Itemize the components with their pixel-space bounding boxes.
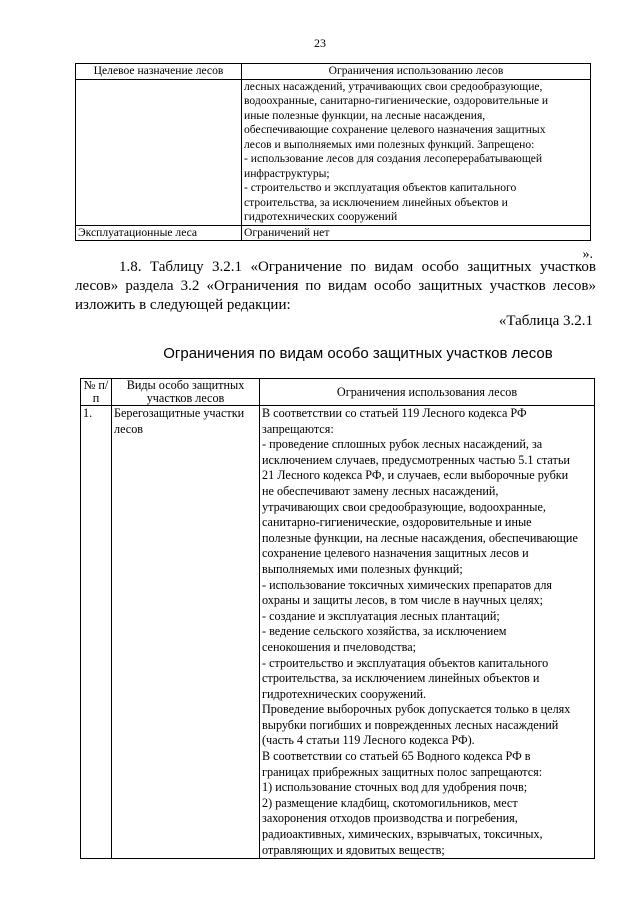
restriction-line: В соответствии со статьей 65 Водного кодекса РФ в: [262, 749, 531, 764]
table-caption: Ограничения по видам особо защитных участков лесов: [163, 345, 553, 362]
amendment-paragraph: 1.8. Таблицу 3.2.1 «Ограничение по видам особо защитных участков лесов» раздела 3.2 «Ограничения по видам особо защитных участков лесов» изложить в следующей редакции:: [75, 259, 596, 313]
header-restrictions: Ограничения использованию лесов: [242, 64, 591, 80]
table-row: [76, 79, 591, 225]
table-header-row: [76, 64, 591, 80]
restriction-cell: Ограничений нет: [242, 225, 591, 241]
forest-purpose-table: [75, 63, 591, 241]
restriction-line: строительства, за исключением линейных объектов и: [244, 195, 508, 209]
restriction-line: санитарно-гигиенические, оздоровительные и иные: [262, 515, 532, 530]
restriction-line: не обеспечивают замену лесных насаждений,: [262, 483, 499, 498]
restriction-line: инфраструктуры;: [244, 166, 330, 180]
restriction-line: гидротехнических сооружений: [244, 210, 398, 223]
restriction-line: гидротехнических сооружений.: [262, 686, 427, 701]
restriction-line: - строительство и эксплуатация объектов капитального: [262, 655, 549, 670]
header-kind: Виды особо защитных участков лесов: [112, 379, 260, 406]
restriction-line: утрачивающих свои средообразующие, водоохранные,: [262, 499, 546, 514]
restriction-line: полезные функции, на лесные насаждения, обеспечивающие: [262, 530, 578, 545]
restriction-line: лесных насаждений, утрачивающих свои средообразующие,: [244, 79, 543, 93]
row-restrictions: [260, 406, 595, 859]
restriction-cell: [242, 79, 591, 225]
restriction-line: лесов и выполняемых ими полезных функций. Запрещено:: [244, 137, 535, 151]
row-number: 1.: [81, 406, 112, 859]
restriction-line: 1) использование сточных вод для удобрения почв;: [262, 780, 528, 795]
restriction-line: обеспечивающие сохранение целевого назначения защитных: [244, 123, 546, 136]
restriction-line: строительства, за исключением линейных объектов и: [262, 671, 540, 686]
table-reference: «Таблица 3.2.1: [498, 313, 593, 329]
restriction-line: радиоактивных, химических, взрывчатых, токсичных,: [262, 827, 543, 842]
restriction-line: границах прибрежных защитных полос запрещаются:: [262, 764, 543, 779]
restriction-line: - ведение сельского хозяйства, за исключением: [262, 624, 507, 639]
restriction-line: - создание и эксплуатация лесных плантаций;: [262, 608, 500, 623]
restriction-line: выполняемых ими полезных функций;: [262, 561, 463, 576]
purpose-cell: [76, 79, 242, 225]
protective-areas-table: [80, 378, 595, 859]
row-kind: Берегозащитные участки лесов: [112, 406, 260, 859]
restriction-line: 2) размещение кладбищ, скотомогильников, мест: [262, 795, 518, 810]
restriction-line: сохранение целевого назначения защитных лесов и: [262, 546, 529, 561]
header-purpose: Целевое назначение лесов: [76, 64, 242, 80]
restriction-line: Проведение выборочных рубок допускается только в целях: [262, 702, 571, 717]
restriction-line: охраны и защиты лесов, в том числе в научных целях;: [262, 593, 544, 608]
table-row: [76, 225, 591, 241]
restriction-line: захоронения отходов производства и погребения,: [262, 811, 518, 826]
restriction-line: иные полезные функции, на лесные насаждения,: [244, 108, 486, 122]
closing-quote: ».: [582, 247, 593, 262]
restriction-line: (часть 4 статьи 119 Лесного кодекса РФ).: [262, 733, 475, 748]
restriction-line: - проведение сплошных рубок лесных насаждений, за: [262, 437, 543, 452]
purpose-cell: Эксплуатационные леса: [76, 225, 242, 241]
restriction-line: В соответствии со статьей 119 Лесного кодекса РФ: [262, 406, 527, 420]
restriction-line: - строительство и эксплуатация объектов капитального: [244, 181, 517, 194]
restriction-line: 21 Лесного кодекса РФ, и случаев, если выборочные рубки: [262, 468, 569, 483]
header-restrictions: Ограничения использования лесов: [260, 379, 595, 406]
restriction-line: запрещаются:: [262, 421, 334, 436]
restriction-line: вырубки погибших и поврежденных лесных насаждений: [262, 717, 559, 732]
header-number: № п/п: [81, 379, 112, 406]
table-row: [81, 406, 595, 859]
restriction-line: - использование токсичных химических препаратов для: [262, 577, 553, 592]
table-header-row: [81, 379, 595, 406]
restriction-line: отравляющих и ядовитых веществ;: [262, 842, 445, 857]
restriction-line: исключением случаев, предусмотренных частью 5.1 статьи: [262, 452, 570, 467]
restriction-line: водоохранные, санитарно-гигиенические, оздоровительные и: [244, 94, 549, 107]
restriction-line: сенокошения и пчеловодства;: [262, 639, 417, 654]
page-number: 23: [314, 36, 326, 50]
restriction-line: - использование лесов для создания лесоперерабатывающей: [244, 152, 543, 165]
